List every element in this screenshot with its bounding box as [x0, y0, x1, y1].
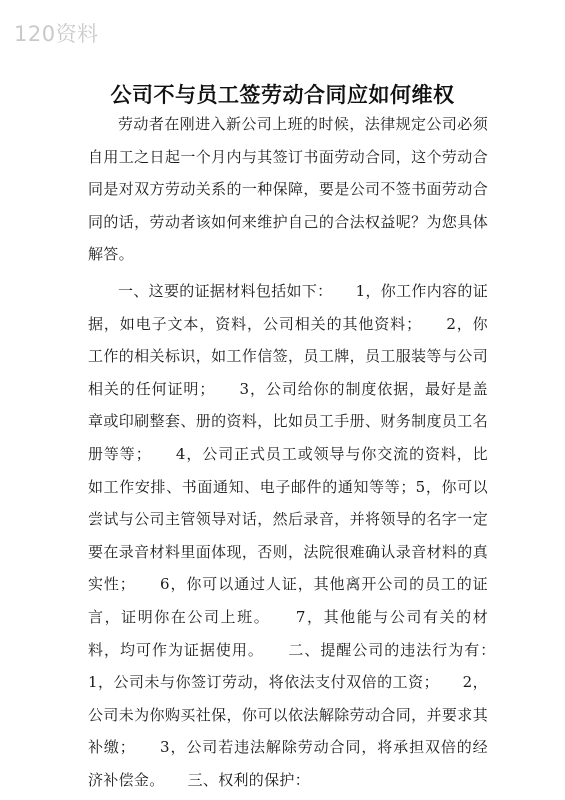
watermark: 120资料 [14, 22, 99, 46]
document-body [88, 108, 519, 796]
paragraph-intro: 劳动者在刚进入新公司上班的时候，法律规定公司必须自用工之日起一个月内与其签订书面劳动合同，这个劳动合同是对双方劳动关系的一种保障，要是公司不签书面劳动合同的话，劳动者该如何来维护自己的合法权益呢？为您具体解答。 [88, 115, 488, 264]
document-title: 公司不与员工签劳动合同应如何维权 [110, 83, 455, 107]
paragraph-evidence: 一、这要的证据材料包括如下： 1，你工作内容的证据，如电子文本，资料，公司相关的其他资料； 2，你工作的相关标识，如工作信签，员工牌，员工服装等与公司相关的任何证明； 3，公司给你的制度依据，最好是盖章或印刷整套、册的资料，比如员工手册、财务制度员工名册等等； 4，公司正式员工或领导与你交流的资料，比如工作安排、书面通知、电子邮件的通知等等；5，你可以尝试与公司主管领导对话，然后录音，并将领导的名字一定要在录音材料里面体现，否则，法院很难确认录音材料的真实性； 6，你可以通过人证，其他离开公司的员工的证言，证明你在公司上班。 7，其他能与公司有关的材料，均可作为证据使用。 二、提醒公司的违法行为有： 1，公司未与你签订劳动，将依法支付双倍的工资； 2，公司未为你购买社保，你可以依法解除劳动合同，并要求其补缴； 3，公司若违法解除劳动合同，将承担双倍的经济补偿金。 三、权利的保护： [88, 281, 519, 789]
